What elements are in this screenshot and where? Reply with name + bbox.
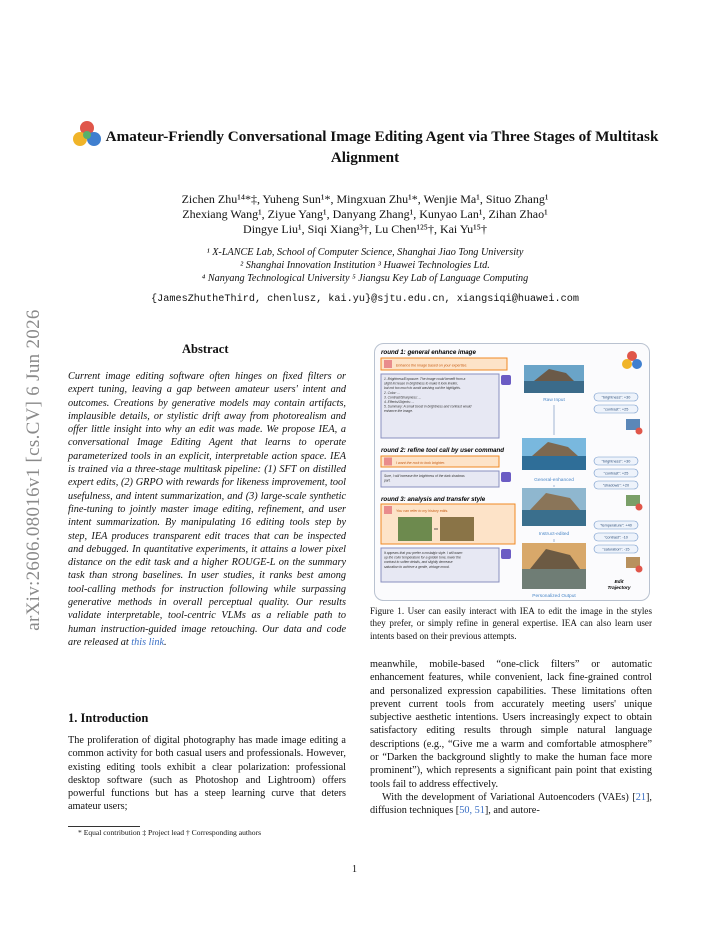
round-2-user-text: I want the rock to look brighter. <box>396 461 446 465</box>
history-edit-image-1 <box>398 517 432 541</box>
authors-line-3: Dingye Liu¹, Siqi Xiang³†, Lu Chen¹²⁵†, Kai Yu¹⁵† <box>243 222 487 236</box>
raw-input-label: Raw Input <box>543 398 565 403</box>
instruct-edited-label: Instruct-edited <box>538 532 570 537</box>
figure-1 <box>374 343 650 601</box>
personalized-output-label: Personalized Output <box>532 594 576 599</box>
introduction-heading: 1. Introduction <box>68 711 149 725</box>
agent-text-line: It appears that you prefer a nostalgic style. I will warm <box>384 551 463 555</box>
iea-logo-icon <box>72 120 102 148</box>
agent-text-line: 5. Summary: A small boost in brightness and contrast would <box>384 404 472 409</box>
figure-1-caption: Figure 1. User can easily interact with IEA to edit the image in the styles they prefer, or simply refine in general expertise. IEA can also learn user intents based on their previous attempts. <box>370 606 652 641</box>
edit-badge-icon <box>636 566 643 573</box>
figure-1-diagram <box>374 343 650 601</box>
edit-badge-icon <box>636 428 643 435</box>
introduction-body: The proliferation of digital photography has made image editing a common activity for both casual users and professionals. However, existing editing tools exhibit a clear polarization: professional desktop software (such as Photoshop and Lightroom) offers powerful functions but has a steep learning curve that deters amateur users; <box>68 735 346 813</box>
abstract-text: Current image editing software often hinges on fixed filters or expert tuning, leaving a gap between amateur users' intent and outcomes. Creations by generative models may contain artifacts, implausible details, or stylistic drift away from photorealism and offer little insight into why an edit was made. We propose IEA, a conversational Image Editing Agent that learns to operate parameterized tools in an explicit, interpretable action space. IEA is trained via a three-stage multitask pipeline: (1) SFT on distilled expert edits, (2) GRPO with rewards for likeness improvement, tool usefulness, and intent summarization, and (3) large-scale synthetic fine-tuning to jointly master image editing, refinement, and user intent summarization. By manipulating 16 editing tools step by step, IEA produces transparent edit traces that can be inspected and debugged. In quantitative experiments, it attains a lower pixel distance on the edit task and a higher ROUGE-L on the summary task than strong baselines. In user studies, it ranks best among tool-calling methods for instruction following while surpassing generative methods in overall perceptual quality. Our results validate interpretable, tool-centric VLMs as a reliable path to human instruction-guided image retouching. Our data and code are released at <box>68 371 346 648</box>
user-avatar-icon <box>384 506 392 514</box>
tool-call-label: "saturation": -15 <box>602 547 630 552</box>
agent-robot-icon <box>501 549 511 559</box>
affiliations <box>70 246 660 285</box>
round-1-title: round 1: general enhance image <box>381 349 476 356</box>
round-3-tool-calls <box>594 521 638 553</box>
affiliation-line-2: ² Shanghai Innovation Institution ³ Huawei Technologies Ltd. <box>240 260 490 271</box>
tool-call-label: "shadows": +20 <box>602 483 630 488</box>
tool-call-label: "contrast": -10 <box>604 535 628 540</box>
history-edit-image-2 <box>440 517 474 541</box>
arxiv-sidebar-stamp <box>14 250 54 690</box>
tool-call-label: "contrast": +25 <box>603 471 629 476</box>
right-column-paragraph-1: meanwhile, mobile-based “one-click filters” or automatic enhancement features, while convenient, lack fine-grained control and personalized expression capabilities. These limitations often prevent current tools from accurately meeting users' unique subjective aesthetic intentions. Users increasingly expect to obtain satisfactory editing results through simple natural language descriptions (e.g., “Give me a warm and comfortable atmosphere” or “Darken the background slightly to make the human face more prominent”), which represents a significant pain point that existing tools fail to address effectively. <box>370 659 652 790</box>
edit-badge-icon <box>636 504 643 511</box>
page-number: 1 <box>352 864 357 875</box>
agent-text-line: 3. Contrast/Sharpness: ... <box>384 395 422 400</box>
arxiv-identifier: arXiv:2606.08016v1 [cs.CV] 6 Jun 2026 <box>23 309 44 631</box>
abstract-body: Current image editing software often hinges on fixed filters or expert tuning, leaving a gap between amateur users' intent and outcomes. Creations by generative models may contain artifacts, implausible details, or stylistic drift away from photorealism and offer little insight into why an edit was made. We propose IEA, a conversational Image Editing Agent that learns to operate parameterized tools in an explicit, interpretable action space. IEA is trained via a three-stage multitask pipeline: (1) SFT on distilled expert edits, (2) GRPO with rewards for likeness improvement, tool usefulness, and intent summarization, and (3) large-scale synthetic fine-tuning to jointly master image editing, refinement, and user intent summarization. By manipulating 16 editing tools step by step, IEA produces transparent edit traces that can be inspected and debugged. In quantitative experiments, it attains a lower pixel distance on the edit task and a higher ROUGE-L on the summary task than strong baselines. In user studies, it ranks best among tool-calling methods for instruction following while surpassing generative methods in overall perceptual quality. Our results validate interpretable, tool-centric VLMs as a reliable path to human instruction-guided image retouching. Our data and code are released at this link. <box>68 371 346 648</box>
round-3-user-text: You can refer to my history edits. <box>396 509 449 513</box>
general-enhanced-label: General-enhanced <box>534 478 574 483</box>
agent-text-line: 1. Brightness/Exposure: The image could benefit from a <box>384 377 466 381</box>
authors-line-2: Zhexiang Wang¹, Ziyue Yang¹, Danyang Zhang¹, Kunyao Lan¹, Zihan Zhao¹ <box>182 207 548 221</box>
agent-text-line: 4. Effects/Objects: ... <box>384 400 415 404</box>
agent-text-line: 2. Color: ... <box>384 390 401 395</box>
authors-line-1: Zichen Zhu¹⁴*‡, Yuheng Sun¹*, Mingxuan Zhu¹*, Wenjie Ma¹, Situo Zhang¹ <box>181 192 549 206</box>
paper-title <box>70 120 660 168</box>
edit-trajectory-label: Edit Trajectory <box>607 580 631 591</box>
footnote: * Equal contribution ‡ Project lead † Corresponding authors <box>78 828 262 837</box>
agent-text-line: up the color temperature for a golden tone, lower the <box>384 555 461 560</box>
tool-call-label: "brightness": +30 <box>601 395 631 400</box>
general-enhanced-sea <box>522 456 586 470</box>
round-2-tool-calls <box>594 457 638 489</box>
personalized-sea <box>522 569 586 589</box>
abstract-heading: Abstract <box>182 342 229 356</box>
citation-link-21[interactable]: 21 <box>635 791 647 803</box>
para2-text-c: ], and autore- <box>484 805 540 817</box>
para2-text-a: With the development of Variational Autoencoders (VAEs) [ <box>382 791 636 803</box>
agent-text-line: slight increase in brightness to make it look livelier, <box>384 381 458 386</box>
tool-call-label: "temperature": +40 <box>600 523 632 528</box>
author-list <box>70 192 660 237</box>
para2-text-b: ], diffusion techniques [ <box>370 791 652 817</box>
round-3-title: round 3: analysis and transfer style <box>381 496 486 503</box>
contact-emails: {JamesZhutheThird, chenlusz, kai.yu}@sjtu.edu.cn, xiangsiqi@huawei.com <box>151 294 579 305</box>
citation-link-50-51[interactable]: 50, 51 <box>459 805 485 817</box>
agent-robot-icon <box>501 375 511 385</box>
introduction-right-column <box>370 658 652 818</box>
affiliation-line-3: ⁴ Nanyang Technological University ⁵ Jiangsu Key Lab of Language Computing <box>201 273 529 284</box>
agent-text-line: saturation to achieve a gentle, vintage mood. <box>384 564 450 569</box>
round-2-title: round 2: refine tool call by user command <box>381 447 505 454</box>
round-1-user-text: Enhance the image based on your expertise. <box>396 363 468 368</box>
raw-input-sea <box>524 381 584 393</box>
tool-call-label: "contrast": +25 <box>603 407 629 412</box>
agent-robot-icon <box>501 472 511 482</box>
agent-text-line: enhance the image. <box>384 409 413 414</box>
tool-call-label: "brightness": +30 <box>601 459 631 464</box>
agent-text-line: Sure, I will increase the brightness of the dark shadows <box>384 474 465 478</box>
affiliation-line-1: ¹ X-LANCE Lab, School of Computer Science, Shanghai Jiao Tong University <box>206 247 524 258</box>
instruct-edited-sea <box>522 510 586 526</box>
user-avatar-icon <box>384 458 392 466</box>
agent-text-line: part. <box>384 478 391 483</box>
footnote-rule <box>68 826 140 827</box>
right-column-paragraph-2 <box>370 791 652 818</box>
agent-text-line: contrast to soften details, and slightly decrease <box>384 560 453 565</box>
code-release-link[interactable]: this link <box>131 636 165 648</box>
title-text: Amateur-Friendly Conversational Image Editing Agent via Three Stages of Multitask Alignment <box>105 128 659 166</box>
agent-text-line: but not too much to avoid washing out the highlights. <box>384 386 461 391</box>
user-avatar-icon <box>384 360 392 368</box>
